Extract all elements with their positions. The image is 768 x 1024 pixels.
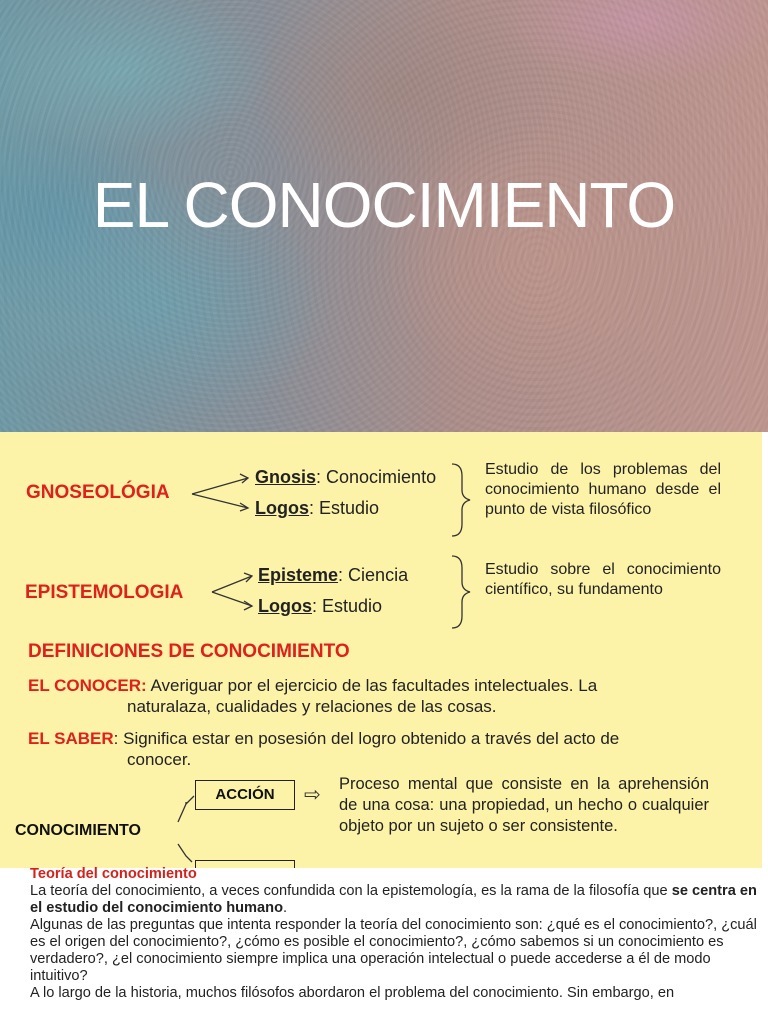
paragraph-1-start: La teoría del conocimiento, a veces confundida con la epistemología, es la rama de la filosofía que	[30, 883, 672, 899]
article-heading: Teoría del conocimiento	[30, 866, 197, 882]
epistemologia-label: EPISTEMOLOGIA	[25, 582, 184, 603]
saber-text-1: : Significa estar en posesión del logro obtenido a través del acto de	[113, 729, 620, 748]
gnosis-term: Gnosis	[255, 467, 317, 487]
concept-diagram-slide	[0, 432, 762, 868]
accion-box: ACCIÓN	[195, 780, 295, 810]
paragraph-1-bold: se centra en el estudio del conocimiento humano	[30, 883, 757, 916]
logos-term-1: Logos	[255, 498, 309, 518]
logos-term-2: Logos	[258, 596, 312, 616]
definiciones-heading: DEFINICIONES DE CONOCIMIENTO	[28, 641, 350, 662]
brace-epistemologia	[452, 556, 470, 628]
logos-definition-1	[255, 498, 379, 519]
branch-accion	[178, 796, 194, 822]
branch-second	[178, 844, 192, 862]
logos-definition-2	[258, 596, 382, 617]
paragraph-1	[30, 883, 758, 917]
arrow-episteme	[212, 576, 252, 592]
conocer-definition	[28, 676, 597, 696]
right-arrow-icon: ⇨	[304, 784, 321, 806]
saber-definition	[28, 729, 619, 749]
logos-meaning-2: : Estudio	[312, 596, 383, 616]
gnosis-meaning: : Conocimiento	[316, 467, 437, 487]
paragraph-1-end: .	[282, 900, 288, 916]
conocimiento-label: CONOCIMIENTO	[15, 822, 141, 839]
conocer-text-1: Averiguar por el ejercicio de las facultades intelectuales. La	[150, 676, 598, 695]
brace-gnoseologia	[452, 464, 470, 536]
paragraph-2: Algunas de las preguntas que intenta responder la teoría del conocimiento son: ¿qué es el conocimiento?, ¿cuál es el origen del conocimiento?, ¿cómo es posible el conocimiento?, ¿cómo sabemos si un conocimiento es verdadero?, ¿el conocimiento siempre implica una operación intelectual o puede accederse a él de modo intuitivo?	[30, 917, 757, 984]
episteme-definition	[258, 565, 408, 586]
conocer-label: EL CONOCER:	[28, 676, 147, 695]
slide-title: EL CONOCIMIENTO	[92, 169, 676, 241]
gnoseologia-description: Estudio de los problemas del conocimiento humano desde el punto de vista filosófico	[485, 461, 721, 518]
arrow-logos-1	[192, 494, 248, 508]
arrow-logos-2	[212, 592, 252, 606]
gnosis-definition	[255, 467, 436, 488]
saber-label: EL SABER	[28, 729, 114, 748]
episteme-meaning: : Ciencia	[338, 565, 409, 585]
accion-description: Proceso mental que consiste en la aprehensión de una cosa: una propiedad, un hecho o cualquier objeto por un sujeto o ser consistente.	[339, 775, 709, 835]
article-text	[30, 866, 758, 1002]
gnoseologia-label: GNOSEOLÓGIA	[26, 482, 170, 503]
conocer-text-2: naturalaza, cualidades y relaciones de las cosas.	[127, 697, 497, 716]
paragraph-3: A lo largo de la historia, muchos filósofos abordaron el problema del conocimiento. Sin embargo, en	[30, 985, 675, 1001]
saber-text-2: conocer.	[127, 750, 192, 769]
epistemologia-description: Estudio sobre el conocimiento científico, su fundamento	[485, 561, 721, 598]
logos-meaning-1: : Estudio	[309, 498, 380, 518]
arrow-gnosis	[192, 478, 248, 494]
title-slide	[0, 0, 768, 432]
episteme-term: Episteme	[258, 565, 339, 585]
